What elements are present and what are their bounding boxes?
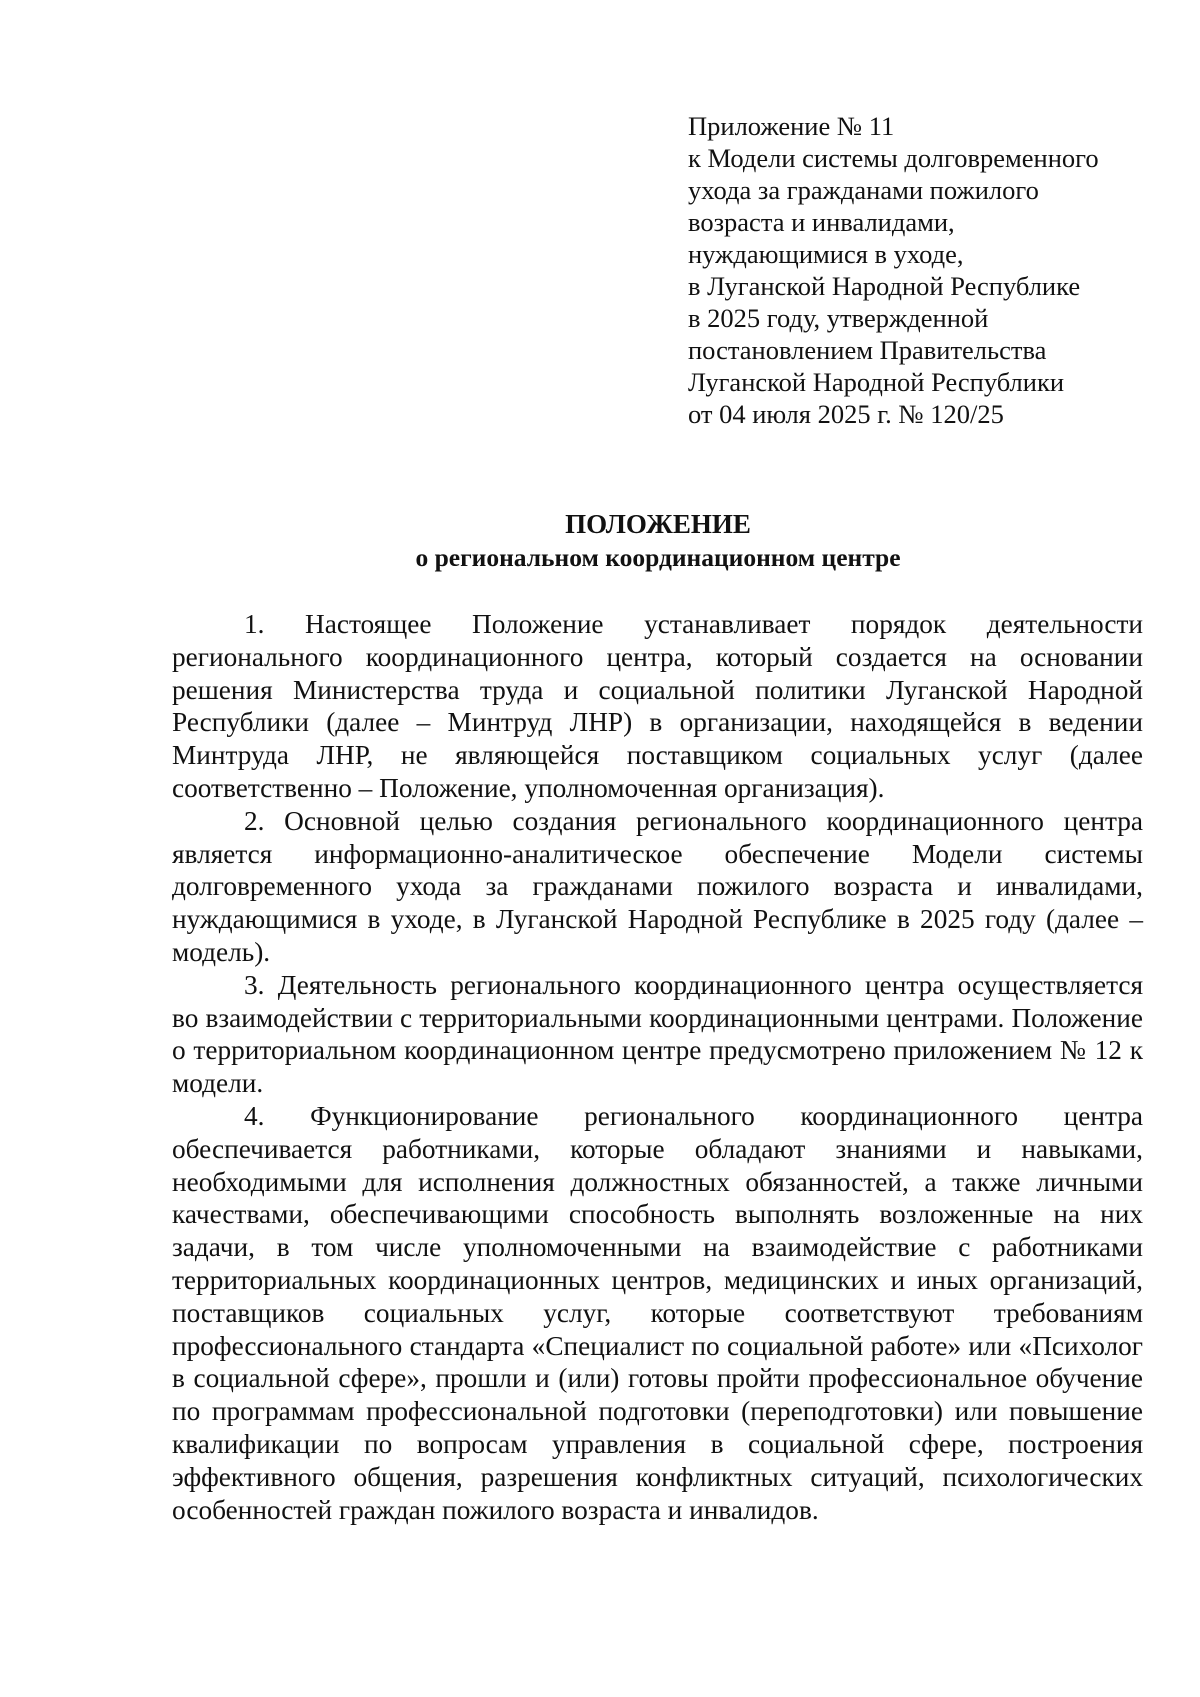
annex-line: ухода за гражданами пожилого — [688, 175, 1039, 205]
annex-line: от 04 июля 2025 г. № 120/25 — [688, 399, 1004, 429]
annex-line: к Модели системы долговременного — [688, 143, 1099, 173]
paragraph-2: 2. Основной целью создания регионального координационного центра является информационно-аналитическое обеспечение Модели системы долговременного ухода за гражданами пожилого возраста и инвалидами, нуждающимися в уходе, в Луганской Народной Республике в 2025 году (далее – модель). — [172, 805, 1143, 967]
annex-line: в Луганской Народной Республике — [688, 271, 1081, 301]
document-title: ПОЛОЖЕНИЕ — [565, 509, 751, 539]
document-subtitle: о региональном координационном центре — [415, 543, 901, 572]
annex-line: Приложение № 11 — [688, 111, 895, 141]
document-body — [172, 608, 1143, 1526]
paragraph-1: 1. Настоящее Положение устанавливает порядок деятельности регионального координационного центра, который создается на основании решения Министерства труда и социальной политики Луганской Народной Республики (далее – Минтруд ЛНР) в организации, находящейся в ведении Минтруда ЛНР, не являющейся поставщиком социальных услуг (далее соответственно – Положение, уполномоченная организация). — [172, 609, 1143, 803]
annex-reference-block — [688, 110, 1168, 430]
annex-line: постановлением Правительства — [688, 335, 1047, 365]
annex-line: в 2025 году, утвержденной — [688, 303, 989, 333]
paragraph-4: 4. Функционирование регионального координационного центра обеспечивается работниками, которые обладают знаниями и навыками, необходимыми для исполнения должностных обязанностей, а также личными качествами, обеспечивающими способность выполнять возложенные на них задачи, в том числе уполномоченными на взаимодействие с работниками территориальных координационных центров, медицинских и иных организаций, поставщиков социальных услуг, которые соответствуют требованиям профессионального стандарта «Специалист по социальной работе» или «Психолог в социальной сфере», прошли и (или) готовы пройти профессиональное обучение по программам профессиональной подготовки (переподготовки) или повышение квалификации по вопросам управления в социальной сфере, построения эффективного общения, разрешения конфликтных ситуаций, психологических особенностей граждан пожилого возраста и инвалидов. — [172, 1100, 1143, 1525]
annex-line: возраста и инвалидами, — [688, 207, 955, 237]
annex-line: нуждающимися в уходе, — [688, 239, 964, 269]
annex-line: Луганской Народной Республики — [688, 367, 1065, 397]
paragraph-3: 3. Деятельность регионального координационного центра осуществляется во взаимодействии с территориальными координационными центрами. Положение о территориальном координационном центре предусмотрено приложением № 12 к модели. — [172, 969, 1143, 1099]
